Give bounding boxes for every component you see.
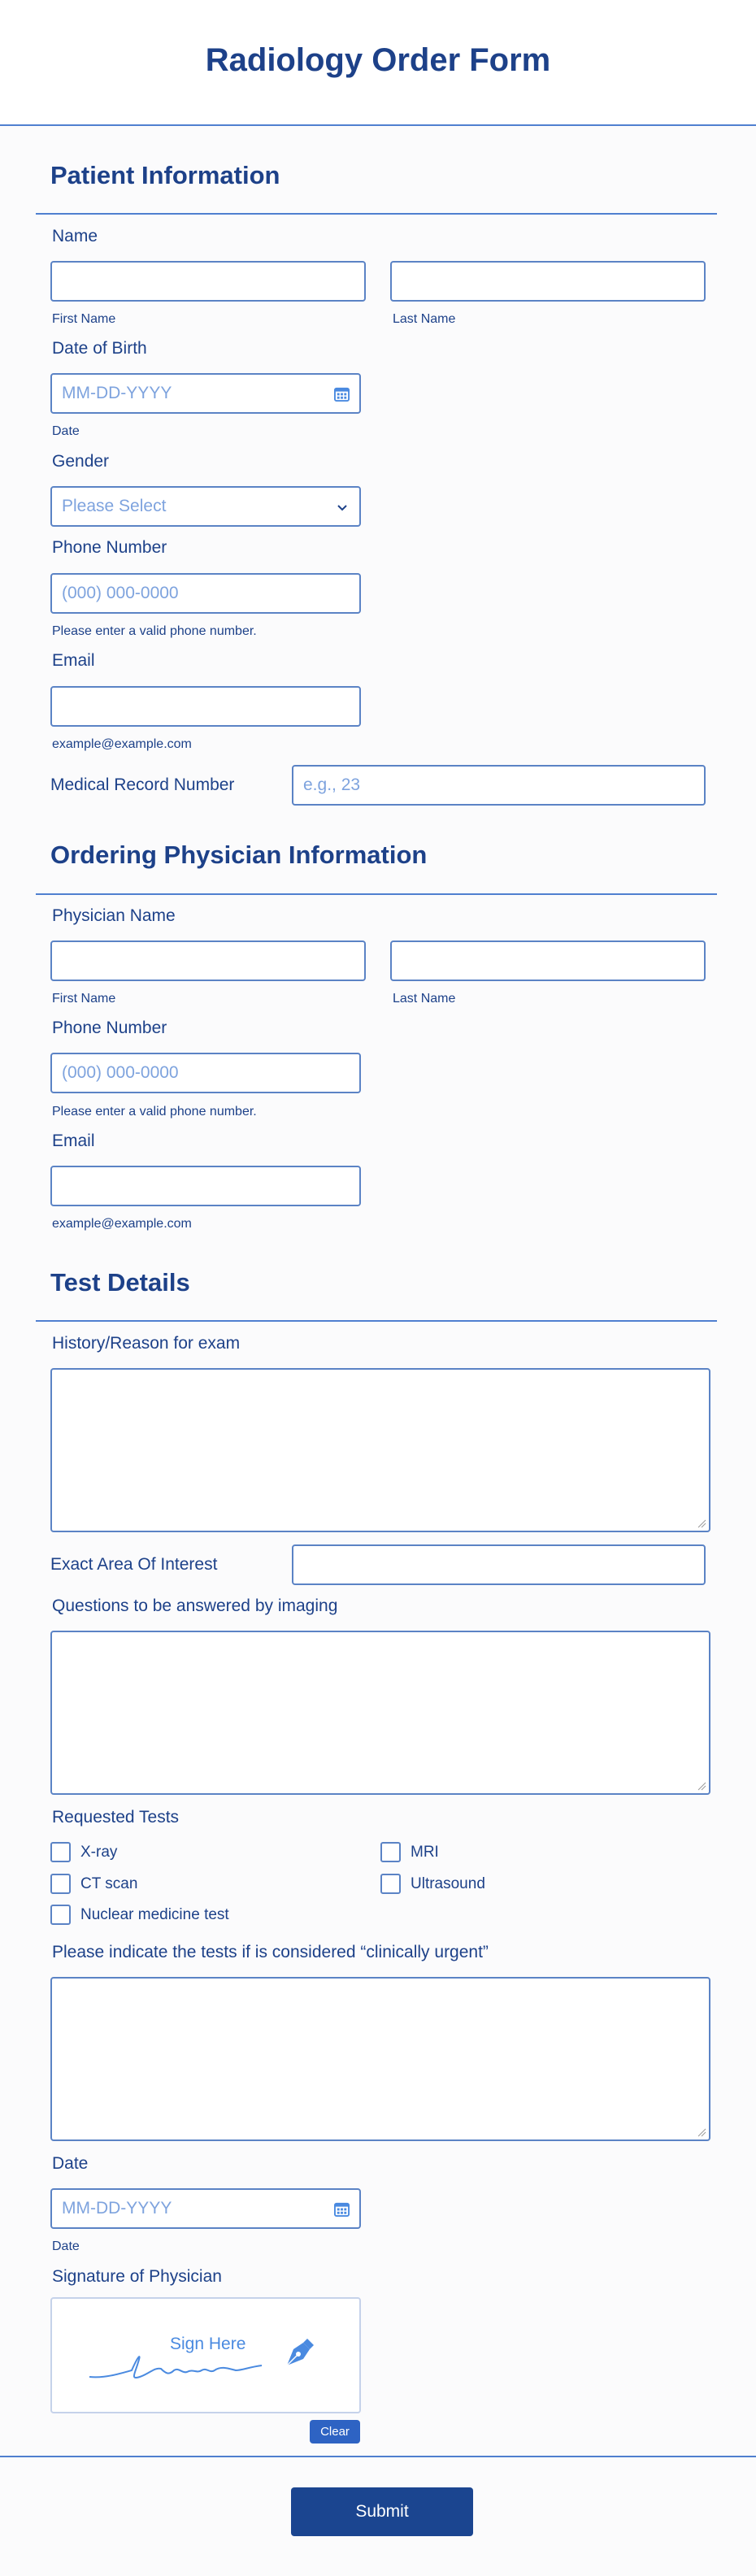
dob-input[interactable] <box>50 373 361 414</box>
phone-placeholder: (000) 000-0000 <box>62 1063 179 1082</box>
checkbox-xray[interactable] <box>50 1842 117 1862</box>
phone-label: Phone Number <box>52 538 167 557</box>
email-sublabel: example@example.com <box>52 737 192 751</box>
checkbox-box[interactable] <box>50 1874 71 1894</box>
section-title-physician: Ordering Physician Information <box>50 841 428 869</box>
area-label: Exact Area Of Interest <box>50 1555 218 1574</box>
physician-last-name-input[interactable] <box>390 940 706 981</box>
checkbox-mri[interactable] <box>380 1842 439 1862</box>
gender-selected-value: Please Select <box>62 497 167 515</box>
name-label: Name <box>52 227 98 245</box>
pen-nib-icon <box>282 2335 318 2370</box>
email-sublabel: example@example.com <box>52 1217 192 1231</box>
physician-first-name-input[interactable] <box>50 940 366 981</box>
phone-sublabel: Please enter a valid phone number. <box>52 1105 257 1119</box>
history-textarea[interactable] <box>50 1368 710 1532</box>
section-divider <box>36 213 717 215</box>
last-name-sublabel: Last Name <box>393 992 456 1006</box>
signature-label: Signature of Physician <box>52 2267 222 2286</box>
requested-tests-label: Requested Tests <box>52 1808 180 1827</box>
checkbox-label: Ultrasound <box>411 1874 485 1892</box>
urgent-textarea[interactable] <box>50 1977 710 2141</box>
dob-sublabel: Date <box>52 424 80 438</box>
section-divider <box>36 893 717 895</box>
calendar-icon[interactable] <box>334 386 350 402</box>
checkbox-label: Nuclear medicine test <box>80 1905 229 1923</box>
resize-handle-icon[interactable] <box>697 2127 706 2137</box>
checkbox-ultrasound[interactable] <box>380 1874 485 1894</box>
first-name-sublabel: First Name <box>52 312 116 326</box>
checkbox-ct-scan[interactable] <box>50 1874 137 1894</box>
physician-phone-label: Phone Number <box>52 1019 167 1037</box>
resize-handle-icon[interactable] <box>697 1781 706 1791</box>
last-name-sublabel: Last Name <box>393 312 456 326</box>
section-title-patient: Patient Information <box>50 161 280 189</box>
checkbox-label: CT scan <box>80 1874 138 1892</box>
physician-email-label: Email <box>52 1132 95 1150</box>
clear-signature-button[interactable]: Clear <box>310 2420 360 2444</box>
mrn-label: Medical Record Number <box>50 775 235 794</box>
resize-handle-icon[interactable] <box>697 1518 706 1528</box>
checkbox-label: MRI <box>411 1843 439 1861</box>
signature-pad[interactable] <box>50 2297 361 2413</box>
checkbox-box[interactable] <box>50 1842 71 1862</box>
questions-textarea[interactable] <box>50 1631 710 1795</box>
urgent-label: Please indicate the tests if is considered “clinically urgent” <box>52 1943 489 1961</box>
area-input[interactable] <box>292 1544 706 1585</box>
form-title: Radiology Order Form <box>205 42 551 78</box>
patient-first-name-input[interactable] <box>50 261 366 302</box>
date-input[interactable] <box>50 2188 361 2229</box>
first-name-sublabel: First Name <box>52 992 116 1006</box>
patient-last-name-input[interactable] <box>390 261 706 302</box>
patient-phone-input[interactable] <box>50 573 361 614</box>
physician-name-label: Physician Name <box>52 906 176 925</box>
dob-placeholder: MM-DD-YYYY <box>62 384 172 402</box>
section-title-tests: Test Details <box>50 1268 190 1297</box>
date-sublabel: Date <box>52 2239 80 2253</box>
section-divider <box>36 1320 717 1322</box>
gender-select[interactable] <box>50 486 361 527</box>
mrn-input[interactable] <box>292 765 706 806</box>
checkbox-box[interactable] <box>380 1874 401 1894</box>
checkbox-nuclear-medicine[interactable] <box>50 1905 229 1925</box>
sign-here-hint: Sign Here <box>170 2335 246 2353</box>
checkbox-label: X-ray <box>80 1843 118 1861</box>
history-label: History/Reason for exam <box>52 1334 241 1353</box>
physician-phone-input[interactable] <box>50 1053 361 1093</box>
mrn-placeholder: e.g., 23 <box>303 775 361 794</box>
date-label: Date <box>52 2154 89 2173</box>
checkbox-box[interactable] <box>50 1905 71 1925</box>
calendar-icon[interactable] <box>334 2201 350 2217</box>
dob-label: Date of Birth <box>52 339 147 358</box>
chevron-down-icon <box>335 500 350 515</box>
form-header <box>0 0 756 126</box>
physician-email-input[interactable] <box>50 1166 361 1206</box>
email-label: Email <box>52 651 95 670</box>
footer-divider <box>0 2456 756 2457</box>
date-placeholder: MM-DD-YYYY <box>62 2199 172 2218</box>
phone-placeholder: (000) 000-0000 <box>62 584 179 602</box>
submit-button[interactable]: Submit <box>291 2487 473 2536</box>
questions-label: Questions to be answered by imaging <box>52 1596 338 1615</box>
phone-sublabel: Please enter a valid phone number. <box>52 624 257 638</box>
checkbox-box[interactable] <box>380 1842 401 1862</box>
gender-label: Gender <box>52 452 110 471</box>
patient-email-input[interactable] <box>50 686 361 727</box>
